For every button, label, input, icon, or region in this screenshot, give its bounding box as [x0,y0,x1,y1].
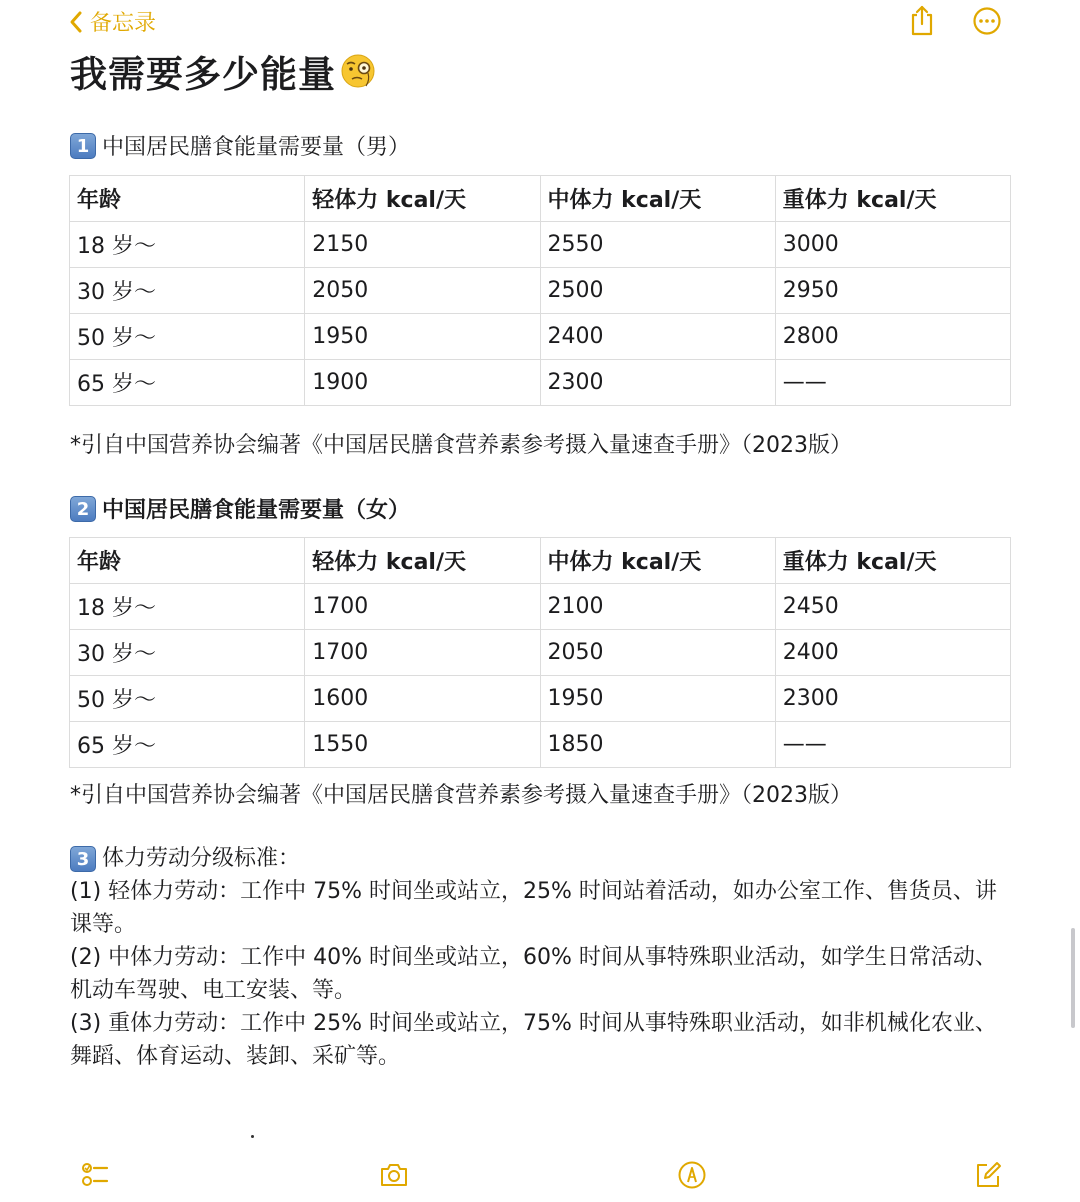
light-cell: 2050 [305,268,540,314]
moderate-cell: 1850 [540,722,775,768]
moderate-cell: 2100 [540,584,775,630]
share-icon[interactable] [908,4,936,36]
table-row [70,360,1011,406]
note-title-text: 我需要多少能量 [70,53,336,96]
heavy-cell: 2400 [775,630,1010,676]
heavy-cell: 3000 [775,222,1010,268]
table-row [70,676,1011,722]
moderate-cell: 2550 [540,222,775,268]
source-note-1: *引自中国营养协会编著《中国居民膳食营养素参考摄入量速查手册》（2023版） [70,433,852,458]
markup-icon[interactable] [677,1160,707,1190]
heavy-cell: 2450 [775,584,1010,630]
age-cell: 30 岁～ [70,630,305,676]
age-cell: 30 岁～ [70,268,305,314]
age-cell: 65 岁～ [70,360,305,406]
light-cell: 1700 [305,630,540,676]
keycap-2-icon: 2 [70,496,96,522]
labor-item-light: (1) 轻体力劳动：工作中 75% 时间坐或站立，25% 时间站着活动，如办公室工作、售货员、讲课等。 [70,879,997,937]
male-energy-table [69,175,1011,406]
age-cell: 65 岁～ [70,722,305,768]
scroll-indicator[interactable] [1071,928,1075,1028]
table-row [70,222,1011,268]
section-1-heading [70,130,410,161]
heavy-cell: —— [775,722,1010,768]
age-cell: 18 岁～ [70,222,305,268]
note-title[interactable] [70,44,376,98]
compose-icon[interactable] [973,1160,1003,1190]
header-cell: 重体力 kcal/天 [775,538,1010,584]
keycap-3-icon: 3 [70,846,96,872]
labor-item-heavy: (3) 重体力劳动：工作中 25% 时间坐或站立，75% 时间从事特殊职业活动，如非机械化农业、舞蹈、体育运动、装卸、采矿等。 [70,1011,997,1069]
table-row [70,630,1011,676]
table-header-row [70,538,1011,584]
light-cell: 1950 [305,314,540,360]
light-cell: 1600 [305,676,540,722]
light-cell: 1700 [305,584,540,630]
light-cell: 1550 [305,722,540,768]
chevron-left-icon [68,9,84,35]
source-note-2: *引自中国营养协会编著《中国居民膳食营养素参考摄入量速查手册》（2023版） [70,783,852,808]
header-cell: 年龄 [70,176,305,222]
moderate-cell: 1950 [540,676,775,722]
header-cell: 中体力 kcal/天 [540,176,775,222]
checklist-icon[interactable] [80,1160,110,1190]
face-with-monocle-icon [340,53,376,89]
more-options-icon[interactable] [972,6,1002,36]
section-1-heading-text: 中国居民膳食能量需要量（男） [102,135,411,160]
back-button[interactable] [68,6,156,37]
labor-standard-section[interactable] [70,842,1000,1073]
age-cell: 50 岁～ [70,314,305,360]
header-cell: 轻体力 kcal/天 [305,538,540,584]
labor-item-moderate: (2) 中体力劳动：工作中 40% 时间坐或站立，60% 时间从事特殊职业活动，如学生日常活动、机动车驾驶、电工安装、等。 [70,945,997,1003]
moderate-cell: 2500 [540,268,775,314]
heavy-cell: —— [775,360,1010,406]
table-header-row [70,176,1011,222]
cursor-dot [251,1135,254,1138]
header-cell: 年龄 [70,538,305,584]
heavy-cell: 2950 [775,268,1010,314]
header-cell: 轻体力 kcal/天 [305,176,540,222]
table-row [70,314,1011,360]
heavy-cell: 2800 [775,314,1010,360]
moderate-cell: 2300 [540,360,775,406]
section-3-heading-text: 体力劳动分级标准： [102,846,301,871]
table-row [70,268,1011,314]
section-2-heading [70,493,410,524]
female-energy-table [69,537,1011,768]
section-2-heading-text: 中国居民膳食能量需要量（女） [102,498,411,523]
table-row [70,722,1011,768]
moderate-cell: 2400 [540,314,775,360]
top-bar [0,0,1080,42]
section-3-heading [70,842,1000,875]
camera-icon[interactable] [379,1160,409,1190]
keycap-1-icon: 1 [70,133,96,159]
back-label: 备忘录 [90,11,157,36]
light-cell: 1900 [305,360,540,406]
moderate-cell: 2050 [540,630,775,676]
table-row [70,584,1011,630]
age-cell: 50 岁～ [70,676,305,722]
light-cell: 2150 [305,222,540,268]
age-cell: 18 岁～ [70,584,305,630]
heavy-cell: 2300 [775,676,1010,722]
header-cell: 中体力 kcal/天 [540,538,775,584]
header-cell: 重体力 kcal/天 [775,176,1010,222]
